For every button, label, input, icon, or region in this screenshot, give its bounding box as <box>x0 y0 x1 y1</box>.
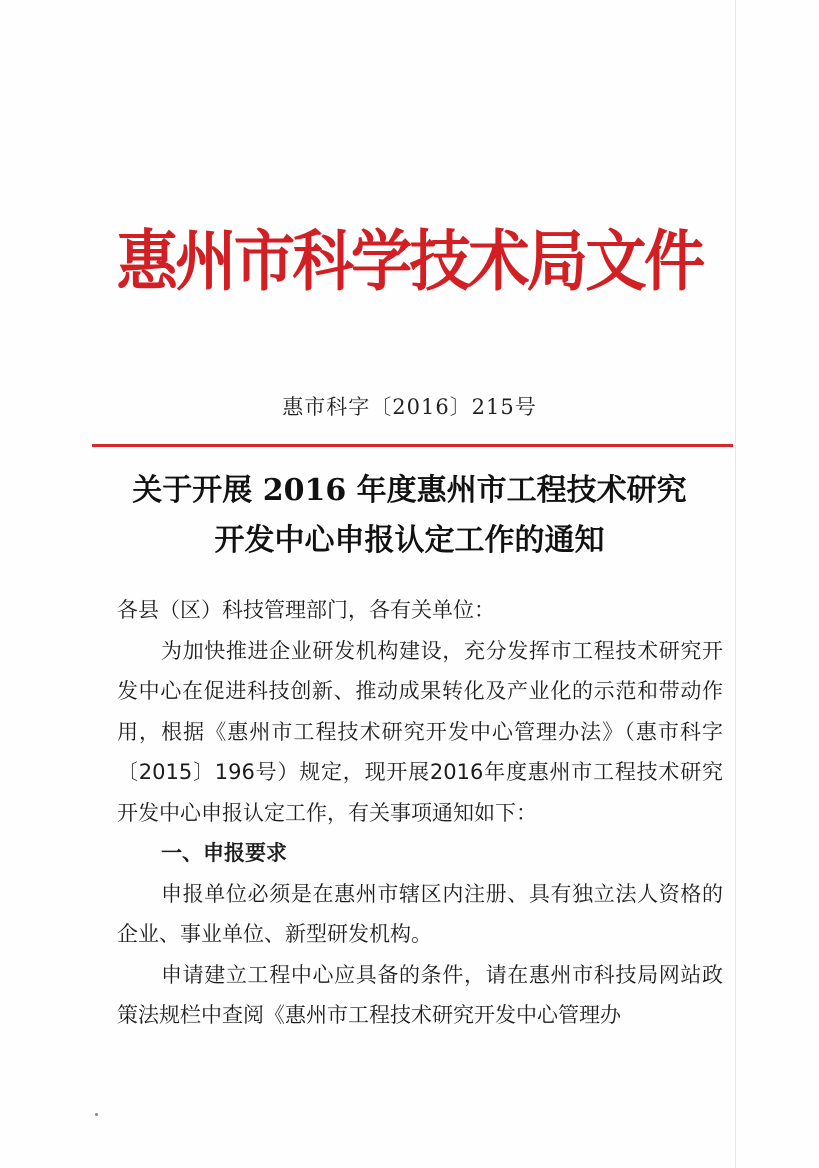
red-separator-rule <box>92 444 733 447</box>
scan-edge-line <box>735 0 736 1168</box>
notice-title <box>0 466 819 566</box>
section-1-heading: 一、申报要求 <box>161 841 287 865</box>
notice-title-line-2: 开发中心申报认定工作的通知 <box>214 523 605 558</box>
paragraph-2: 申报单位必须是在惠州市辖区内注册、具有独立法人资格的企业、事业单位、新型研发机构。 <box>117 881 723 946</box>
paragraph-1: 为加快推进企业研发机构建设，充分发挥市工程技术研究开发中心在促进科技创新、推动成果转化及产业化的示范和带动作用，根据《惠州市工程技术研究开发中心管理办法》（惠市科字〔2015〕196号）规定，现开展2016年度惠州市工程技术研究开发中心申报认定工作，有关事项通知如下： <box>117 638 723 825</box>
issuer-header-title: 惠州市科学技术局文件 <box>116 223 703 300</box>
salutation: 各县（区）科技管理部门，各有关单位： <box>117 598 495 622</box>
notice-title-line-1: 关于开展 2016 年度惠州市工程技术研究 <box>132 473 687 508</box>
document-number: 惠市科字〔2016〕215号 <box>282 395 537 419</box>
scan-speck <box>95 1113 98 1116</box>
notice-body <box>117 590 723 1036</box>
paragraph-3: 申请建立工程中心应具备的条件，请在惠州市科技局网站政策法规栏中查阅《惠州市工程技术研究开发中心管理办 <box>117 962 723 1027</box>
